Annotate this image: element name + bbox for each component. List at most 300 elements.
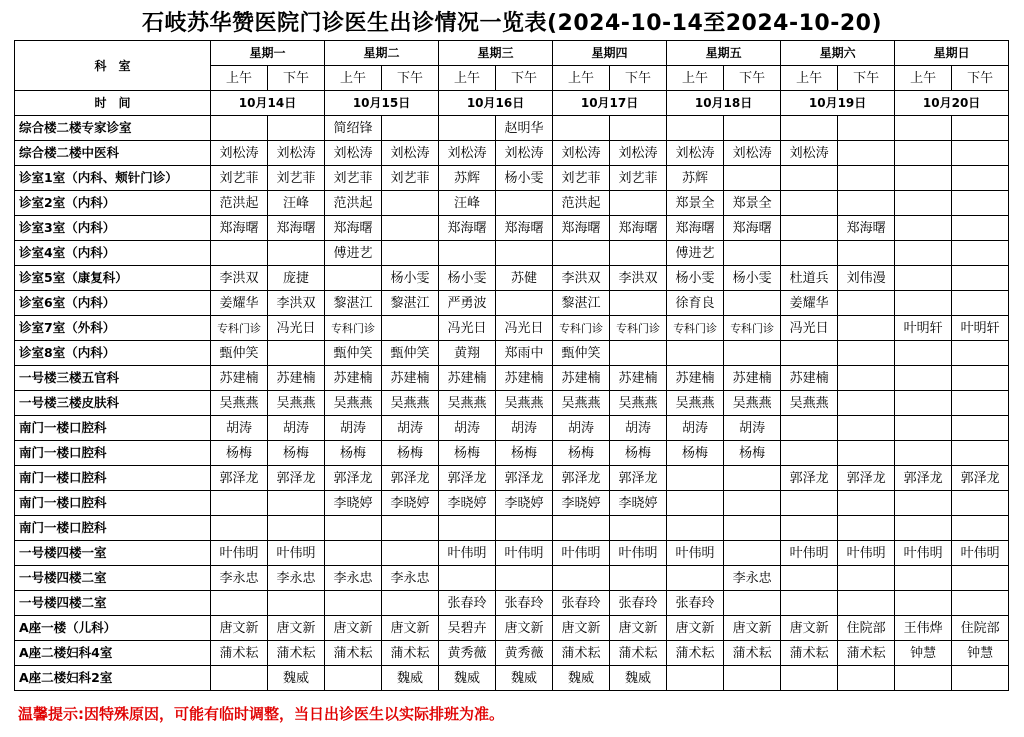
doctor-cell: 魏威 bbox=[382, 666, 439, 691]
doctor-cell: 吴碧卉 bbox=[439, 616, 496, 641]
doctor-cell: 苏建楠 bbox=[382, 366, 439, 391]
table-row bbox=[15, 591, 1009, 616]
doctor-cell: 刘艺菲 bbox=[553, 166, 610, 191]
date-header-row bbox=[15, 91, 1009, 116]
weekday-header: 星期一 bbox=[211, 41, 325, 66]
doctor-cell bbox=[838, 166, 895, 191]
doctor-cell: 唐文新 bbox=[553, 616, 610, 641]
doctor-cell bbox=[952, 441, 1009, 466]
doctor-cell: 王伟烨 bbox=[895, 616, 952, 641]
doctor-cell bbox=[268, 341, 325, 366]
doctor-cell bbox=[781, 241, 838, 266]
dept-name-cell: 诊室5室（康复科） bbox=[15, 266, 211, 291]
doctor-cell bbox=[781, 341, 838, 366]
doctor-cell: 吴燕燕 bbox=[553, 391, 610, 416]
doctor-cell: 黄秀薇 bbox=[496, 641, 553, 666]
doctor-cell bbox=[838, 516, 895, 541]
doctor-cell: 李晓婷 bbox=[610, 491, 667, 516]
doctor-cell: 吴燕燕 bbox=[268, 391, 325, 416]
doctor-cell bbox=[610, 341, 667, 366]
doctor-cell: 吴燕燕 bbox=[724, 391, 781, 416]
doctor-cell bbox=[781, 166, 838, 191]
doctor-cell bbox=[838, 341, 895, 366]
am-header: 上午 bbox=[895, 66, 952, 91]
am-header: 上午 bbox=[211, 66, 268, 91]
doctor-cell bbox=[268, 241, 325, 266]
doctor-cell bbox=[838, 591, 895, 616]
dept-name-cell: 诊室1室（内科、颊针门诊） bbox=[15, 166, 211, 191]
doctor-cell: 叶明轩 bbox=[952, 316, 1009, 341]
dept-name-cell: 南门一楼口腔科 bbox=[15, 466, 211, 491]
table-row bbox=[15, 316, 1009, 341]
doctor-cell: 专科门诊 bbox=[724, 316, 781, 341]
pm-header: 下午 bbox=[952, 66, 1009, 91]
doctor-cell: 杨梅 bbox=[439, 441, 496, 466]
doctor-cell bbox=[952, 416, 1009, 441]
doctor-cell: 甄仲笑 bbox=[382, 341, 439, 366]
dept-name-cell: 一号楼四楼一室 bbox=[15, 541, 211, 566]
doctor-cell bbox=[382, 116, 439, 141]
doctor-cell: 郭泽龙 bbox=[610, 466, 667, 491]
doctor-cell: 郑海曙 bbox=[724, 216, 781, 241]
doctor-cell bbox=[268, 516, 325, 541]
doctor-cell bbox=[952, 241, 1009, 266]
doctor-cell bbox=[895, 341, 952, 366]
doctor-cell: 郑景全 bbox=[724, 191, 781, 216]
doctor-cell bbox=[553, 516, 610, 541]
doctor-cell: 叶伟明 bbox=[211, 541, 268, 566]
dept-header: 科 室 bbox=[15, 41, 211, 91]
doctor-cell: 杨梅 bbox=[325, 441, 382, 466]
dept-name-cell: 南门一楼口腔科 bbox=[15, 516, 211, 541]
doctor-cell: 刘伟漫 bbox=[838, 266, 895, 291]
doctor-cell: 吴燕燕 bbox=[610, 391, 667, 416]
doctor-cell bbox=[781, 491, 838, 516]
doctor-cell: 黎湛江 bbox=[325, 291, 382, 316]
doctor-cell bbox=[952, 141, 1009, 166]
doctor-cell: 郑海曙 bbox=[496, 216, 553, 241]
doctor-cell: 杨梅 bbox=[667, 441, 724, 466]
table-row bbox=[15, 241, 1009, 266]
pm-header: 下午 bbox=[268, 66, 325, 91]
table-row bbox=[15, 666, 1009, 691]
doctor-cell: 张春玲 bbox=[439, 591, 496, 616]
doctor-cell: 李晓婷 bbox=[553, 491, 610, 516]
doctor-cell: 叶伟明 bbox=[952, 541, 1009, 566]
doctor-cell bbox=[952, 341, 1009, 366]
doctor-cell bbox=[724, 466, 781, 491]
pm-header: 下午 bbox=[382, 66, 439, 91]
doctor-cell bbox=[895, 291, 952, 316]
doctor-cell bbox=[952, 516, 1009, 541]
doctor-cell: 叶伟明 bbox=[610, 541, 667, 566]
doctor-cell bbox=[781, 116, 838, 141]
doctor-cell: 郭泽龙 bbox=[382, 466, 439, 491]
doctor-cell: 刘松涛 bbox=[439, 141, 496, 166]
am-header: 上午 bbox=[667, 66, 724, 91]
doctor-cell: 吴燕燕 bbox=[496, 391, 553, 416]
doctor-cell bbox=[382, 216, 439, 241]
doctor-cell: 苏建楠 bbox=[325, 366, 382, 391]
doctor-cell: 刘松涛 bbox=[724, 141, 781, 166]
date-header: 10月20日 bbox=[895, 91, 1009, 116]
weekday-header-row bbox=[15, 41, 1009, 66]
dept-name-cell: 一号楼四楼二室 bbox=[15, 566, 211, 591]
doctor-cell bbox=[724, 516, 781, 541]
doctor-cell: 傅进艺 bbox=[667, 241, 724, 266]
doctor-cell: 郭泽龙 bbox=[496, 466, 553, 491]
doctor-cell: 李永忠 bbox=[724, 566, 781, 591]
doctor-cell bbox=[211, 491, 268, 516]
doctor-cell: 唐文新 bbox=[325, 616, 382, 641]
doctor-cell bbox=[952, 391, 1009, 416]
table-row bbox=[15, 541, 1009, 566]
doctor-cell: 唐文新 bbox=[667, 616, 724, 641]
doctor-cell: 苏建楠 bbox=[553, 366, 610, 391]
doctor-cell: 郭泽龙 bbox=[268, 466, 325, 491]
doctor-cell bbox=[553, 116, 610, 141]
doctor-cell: 胡涛 bbox=[667, 416, 724, 441]
doctor-cell: 杨梅 bbox=[610, 441, 667, 466]
doctor-cell bbox=[781, 566, 838, 591]
doctor-cell: 郑海曙 bbox=[211, 216, 268, 241]
page-title: 石岐苏华赞医院门诊医生出诊情况一览表(2024-10-14至2024-10-20) bbox=[141, 11, 883, 36]
doctor-cell: 苏健 bbox=[496, 266, 553, 291]
doctor-cell: 刘松涛 bbox=[496, 141, 553, 166]
dept-name-cell: 南门一楼口腔科 bbox=[15, 441, 211, 466]
doctor-cell bbox=[496, 241, 553, 266]
doctor-cell: 刘松涛 bbox=[667, 141, 724, 166]
am-header: 上午 bbox=[553, 66, 610, 91]
doctor-cell: 蒲术耘 bbox=[325, 641, 382, 666]
doctor-cell: 苏建楠 bbox=[268, 366, 325, 391]
doctor-cell: 李晓婷 bbox=[382, 491, 439, 516]
doctor-cell: 杨梅 bbox=[496, 441, 553, 466]
dept-name-cell: 南门一楼口腔科 bbox=[15, 416, 211, 441]
doctor-cell: 住院部 bbox=[838, 616, 895, 641]
doctor-cell: 郑雨中 bbox=[496, 341, 553, 366]
doctor-cell bbox=[667, 516, 724, 541]
doctor-cell: 甄仲笑 bbox=[325, 341, 382, 366]
doctor-cell bbox=[952, 191, 1009, 216]
doctor-cell: 唐文新 bbox=[610, 616, 667, 641]
doctor-cell bbox=[781, 216, 838, 241]
table-row bbox=[15, 641, 1009, 666]
doctor-cell bbox=[952, 666, 1009, 691]
doctor-cell bbox=[325, 266, 382, 291]
date-header: 10月16日 bbox=[439, 91, 553, 116]
doctor-cell bbox=[952, 216, 1009, 241]
doctor-cell: 张春玲 bbox=[553, 591, 610, 616]
doctor-cell bbox=[325, 591, 382, 616]
doctor-cell bbox=[325, 541, 382, 566]
doctor-cell: 黄翔 bbox=[439, 341, 496, 366]
doctor-cell bbox=[724, 241, 781, 266]
doctor-cell bbox=[667, 666, 724, 691]
doctor-cell: 徐育良 bbox=[667, 291, 724, 316]
doctor-cell: 冯光日 bbox=[268, 316, 325, 341]
doctor-cell: 叶明轩 bbox=[895, 316, 952, 341]
doctor-cell bbox=[952, 491, 1009, 516]
doctor-cell: 胡涛 bbox=[268, 416, 325, 441]
doctor-cell bbox=[268, 491, 325, 516]
dept-name-cell: 一号楼三楼皮肤科 bbox=[15, 391, 211, 416]
doctor-cell: 吴燕燕 bbox=[439, 391, 496, 416]
doctor-cell: 唐文新 bbox=[211, 616, 268, 641]
doctor-cell: 蒲术耘 bbox=[610, 641, 667, 666]
doctor-cell: 魏威 bbox=[610, 666, 667, 691]
weekday-header: 星期日 bbox=[895, 41, 1009, 66]
doctor-cell: 郑海曙 bbox=[610, 216, 667, 241]
doctor-cell bbox=[211, 116, 268, 141]
doctor-cell: 魏威 bbox=[496, 666, 553, 691]
doctor-cell bbox=[211, 516, 268, 541]
doctor-cell bbox=[724, 541, 781, 566]
doctor-cell bbox=[724, 341, 781, 366]
doctor-cell: 杨小雯 bbox=[496, 166, 553, 191]
doctor-cell bbox=[838, 141, 895, 166]
doctor-cell: 蒲术耘 bbox=[553, 641, 610, 666]
doctor-cell: 傅进艺 bbox=[325, 241, 382, 266]
doctor-cell: 杨小雯 bbox=[382, 266, 439, 291]
doctor-cell: 苏建楠 bbox=[781, 366, 838, 391]
doctor-cell: 胡涛 bbox=[439, 416, 496, 441]
doctor-cell: 刘艺菲 bbox=[211, 166, 268, 191]
doctor-cell: 简绍锋 bbox=[325, 116, 382, 141]
doctor-cell: 李永忠 bbox=[211, 566, 268, 591]
doctor-cell bbox=[781, 416, 838, 441]
date-header: 10月17日 bbox=[553, 91, 667, 116]
doctor-cell bbox=[610, 191, 667, 216]
pm-header: 下午 bbox=[610, 66, 667, 91]
doctor-cell: 苏建楠 bbox=[667, 366, 724, 391]
doctor-cell bbox=[496, 191, 553, 216]
doctor-cell bbox=[268, 591, 325, 616]
doctor-cell: 李洪双 bbox=[553, 266, 610, 291]
doctor-cell: 李永忠 bbox=[268, 566, 325, 591]
weekday-header: 星期四 bbox=[553, 41, 667, 66]
doctor-cell bbox=[838, 316, 895, 341]
doctor-cell: 叶伟明 bbox=[268, 541, 325, 566]
doctor-cell bbox=[895, 591, 952, 616]
doctor-cell: 杨小雯 bbox=[439, 266, 496, 291]
doctor-cell: 专科门诊 bbox=[211, 316, 268, 341]
doctor-cell: 刘松涛 bbox=[211, 141, 268, 166]
doctor-cell: 李永忠 bbox=[382, 566, 439, 591]
doctor-cell: 蒲术耘 bbox=[211, 641, 268, 666]
doctor-cell: 赵明华 bbox=[496, 116, 553, 141]
dept-name-cell: 诊室6室（内科） bbox=[15, 291, 211, 316]
doctor-cell bbox=[553, 566, 610, 591]
doctor-cell bbox=[439, 241, 496, 266]
doctor-cell bbox=[952, 116, 1009, 141]
table-row bbox=[15, 391, 1009, 416]
doctor-cell bbox=[895, 141, 952, 166]
table-row bbox=[15, 516, 1009, 541]
doctor-cell bbox=[724, 666, 781, 691]
table-row bbox=[15, 216, 1009, 241]
doctor-cell: 郑海曙 bbox=[553, 216, 610, 241]
doctor-cell bbox=[838, 291, 895, 316]
doctor-cell: 魏威 bbox=[439, 666, 496, 691]
doctor-cell: 苏建楠 bbox=[211, 366, 268, 391]
dept-name-cell: 综合楼二楼中医科 bbox=[15, 141, 211, 166]
am-header: 上午 bbox=[781, 66, 838, 91]
doctor-cell bbox=[781, 441, 838, 466]
table-row bbox=[15, 366, 1009, 391]
doctor-cell: 甄仲笑 bbox=[553, 341, 610, 366]
doctor-cell: 刘艺菲 bbox=[610, 166, 667, 191]
doctor-cell bbox=[838, 116, 895, 141]
table-row bbox=[15, 191, 1009, 216]
doctor-cell: 郭泽龙 bbox=[952, 466, 1009, 491]
table-row bbox=[15, 616, 1009, 641]
doctor-cell: 吴燕燕 bbox=[211, 391, 268, 416]
doctor-cell: 郑海曙 bbox=[268, 216, 325, 241]
doctor-cell bbox=[667, 466, 724, 491]
doctor-cell: 郑海曙 bbox=[838, 216, 895, 241]
doctor-cell bbox=[496, 291, 553, 316]
doctor-cell bbox=[496, 516, 553, 541]
doctor-cell: 叶伟明 bbox=[781, 541, 838, 566]
doctor-cell: 庞捷 bbox=[268, 266, 325, 291]
doctor-cell: 吴燕燕 bbox=[325, 391, 382, 416]
doctor-cell bbox=[496, 566, 553, 591]
doctor-cell: 张春玲 bbox=[610, 591, 667, 616]
doctor-cell bbox=[325, 666, 382, 691]
am-header: 上午 bbox=[439, 66, 496, 91]
dept-name-cell: 诊室8室（内科） bbox=[15, 341, 211, 366]
doctor-cell: 叶伟明 bbox=[838, 541, 895, 566]
table-row bbox=[15, 566, 1009, 591]
doctor-cell bbox=[382, 516, 439, 541]
doctor-cell: 杨小雯 bbox=[724, 266, 781, 291]
doctor-cell: 唐文新 bbox=[781, 616, 838, 641]
doctor-cell: 郭泽龙 bbox=[895, 466, 952, 491]
doctor-cell bbox=[781, 591, 838, 616]
doctor-cell bbox=[724, 116, 781, 141]
doctor-cell: 黄秀薇 bbox=[439, 641, 496, 666]
doctor-cell: 李永忠 bbox=[325, 566, 382, 591]
table-row bbox=[15, 491, 1009, 516]
doctor-cell: 严勇波 bbox=[439, 291, 496, 316]
doctor-cell: 张春玲 bbox=[496, 591, 553, 616]
doctor-cell bbox=[895, 491, 952, 516]
doctor-cell bbox=[838, 416, 895, 441]
dept-name-cell: A座一楼（儿科） bbox=[15, 616, 211, 641]
doctor-cell: 范洪起 bbox=[325, 191, 382, 216]
doctor-cell: 唐文新 bbox=[496, 616, 553, 641]
doctor-cell bbox=[952, 291, 1009, 316]
doctor-cell bbox=[895, 516, 952, 541]
doctor-cell: 姜耀华 bbox=[211, 291, 268, 316]
doctor-cell: 叶伟明 bbox=[496, 541, 553, 566]
weekday-header: 星期三 bbox=[439, 41, 553, 66]
doctor-cell bbox=[781, 191, 838, 216]
dept-name-cell: A座二楼妇科4室 bbox=[15, 641, 211, 666]
doctor-cell: 杨梅 bbox=[382, 441, 439, 466]
date-header: 10月15日 bbox=[325, 91, 439, 116]
doctor-cell: 李晓婷 bbox=[325, 491, 382, 516]
dept-name-cell: 南门一楼口腔科 bbox=[15, 491, 211, 516]
doctor-cell: 黎湛江 bbox=[382, 291, 439, 316]
date-header: 10月19日 bbox=[781, 91, 895, 116]
doctor-cell: 苏建楠 bbox=[610, 366, 667, 391]
dept-name-cell: 一号楼三楼五官科 bbox=[15, 366, 211, 391]
doctor-cell: 刘松涛 bbox=[553, 141, 610, 166]
doctor-cell bbox=[952, 366, 1009, 391]
doctor-cell: 杜道兵 bbox=[781, 266, 838, 291]
doctor-cell: 杨梅 bbox=[553, 441, 610, 466]
doctor-cell bbox=[781, 666, 838, 691]
time-header: 时 间 bbox=[15, 91, 211, 116]
doctor-cell: 范洪起 bbox=[553, 191, 610, 216]
table-row bbox=[15, 141, 1009, 166]
doctor-cell: 刘松涛 bbox=[325, 141, 382, 166]
doctor-cell bbox=[895, 116, 952, 141]
doctor-cell: 胡涛 bbox=[382, 416, 439, 441]
doctor-cell: 杨梅 bbox=[268, 441, 325, 466]
doctor-cell bbox=[838, 666, 895, 691]
doctor-cell: 叶伟明 bbox=[553, 541, 610, 566]
doctor-cell: 郭泽龙 bbox=[439, 466, 496, 491]
doctor-cell: 郑海曙 bbox=[439, 216, 496, 241]
doctor-cell: 张春玲 bbox=[667, 591, 724, 616]
doctor-cell: 胡涛 bbox=[211, 416, 268, 441]
schedule-table bbox=[14, 40, 1009, 691]
dept-name-cell: 一号楼四楼二室 bbox=[15, 591, 211, 616]
doctor-cell: 苏建楠 bbox=[724, 366, 781, 391]
doctor-cell: 郑景全 bbox=[667, 191, 724, 216]
doctor-cell bbox=[211, 241, 268, 266]
doctor-cell bbox=[610, 291, 667, 316]
table-row bbox=[15, 341, 1009, 366]
doctor-cell: 唐文新 bbox=[724, 616, 781, 641]
doctor-cell: 冯光日 bbox=[781, 316, 838, 341]
doctor-cell bbox=[895, 266, 952, 291]
dept-name-cell: 诊室3室（内科） bbox=[15, 216, 211, 241]
doctor-cell: 李洪双 bbox=[268, 291, 325, 316]
doctor-cell bbox=[439, 116, 496, 141]
doctor-cell: 黎湛江 bbox=[553, 291, 610, 316]
table-row bbox=[15, 116, 1009, 141]
doctor-cell bbox=[382, 316, 439, 341]
doctor-cell bbox=[952, 266, 1009, 291]
doctor-cell bbox=[781, 516, 838, 541]
doctor-cell: 蒲术耘 bbox=[781, 641, 838, 666]
doctor-cell bbox=[895, 391, 952, 416]
doctor-cell bbox=[667, 341, 724, 366]
table-row bbox=[15, 466, 1009, 491]
doctor-cell bbox=[724, 291, 781, 316]
doctor-cell bbox=[724, 166, 781, 191]
doctor-cell: 苏辉 bbox=[439, 166, 496, 191]
doctor-cell: 吴燕燕 bbox=[382, 391, 439, 416]
doctor-cell bbox=[553, 241, 610, 266]
doctor-cell: 专科门诊 bbox=[610, 316, 667, 341]
pm-header: 下午 bbox=[838, 66, 895, 91]
weekday-header: 星期二 bbox=[325, 41, 439, 66]
doctor-cell: 郭泽龙 bbox=[325, 466, 382, 491]
doctor-cell: 住院部 bbox=[952, 616, 1009, 641]
doctor-cell bbox=[667, 491, 724, 516]
doctor-cell bbox=[952, 566, 1009, 591]
doctor-cell: 胡涛 bbox=[496, 416, 553, 441]
doctor-cell: 刘松涛 bbox=[382, 141, 439, 166]
doctor-cell: 蒲术耘 bbox=[268, 641, 325, 666]
doctor-cell: 郭泽龙 bbox=[838, 466, 895, 491]
doctor-cell: 郭泽龙 bbox=[211, 466, 268, 491]
